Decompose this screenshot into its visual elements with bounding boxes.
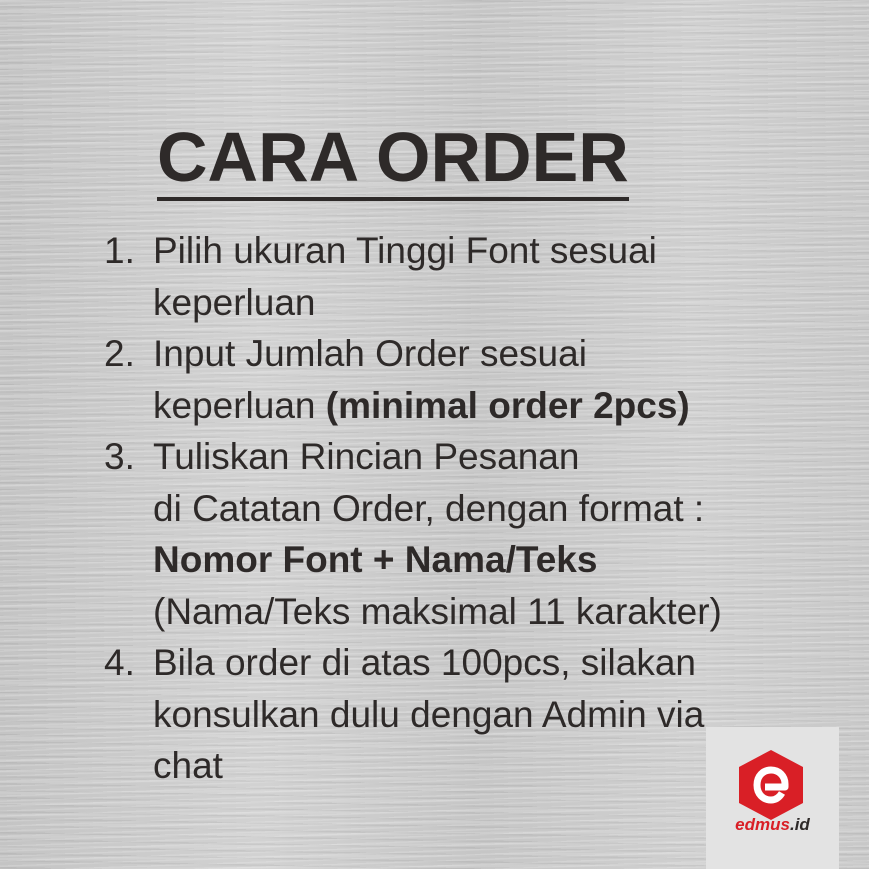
- order-steps-list: [104, 225, 864, 792]
- step-number: 4.: [104, 642, 135, 683]
- step-number: 1.: [104, 230, 135, 271]
- step-number: 2.: [104, 333, 135, 374]
- step-text-plain: keperluan: [153, 384, 326, 426]
- brand-name-main: edmus: [735, 815, 790, 834]
- step-text-line: keperluan: [153, 281, 316, 323]
- step-text-line: Bila order di atas 100pcs, silakan: [153, 642, 696, 683]
- page-title: CARA ORDER: [157, 117, 629, 201]
- step-1: [104, 225, 864, 328]
- step-text-line: chat: [153, 745, 223, 786]
- step-text-line: Pilih ukuran Tinggi Font sesuai: [153, 230, 657, 271]
- minimum-order-note: (minimal order 2pcs): [325, 384, 690, 426]
- step-text-line: di Catatan Order, dengan format :: [153, 487, 705, 529]
- brand-name: [706, 815, 839, 835]
- character-limit-note: (Nama/Teks maksimal 11 karakter): [153, 590, 722, 632]
- step-text-line: Tuliskan Rincian Pesanan: [153, 436, 580, 477]
- step-2: [104, 328, 864, 431]
- step-number: 3.: [104, 436, 135, 477]
- step-text-line: Input Jumlah Order sesuai: [153, 333, 587, 374]
- step-text-line: [153, 380, 864, 432]
- brand-logo: [706, 727, 839, 869]
- brand-domain: .id: [789, 815, 810, 834]
- step-text-line: konsulkan dulu dengan Admin via: [153, 693, 705, 735]
- order-format: Nomor Font + Nama/Teks: [153, 539, 598, 580]
- step-3: [104, 431, 864, 637]
- edmus-e-hexagon-icon: [736, 749, 806, 821]
